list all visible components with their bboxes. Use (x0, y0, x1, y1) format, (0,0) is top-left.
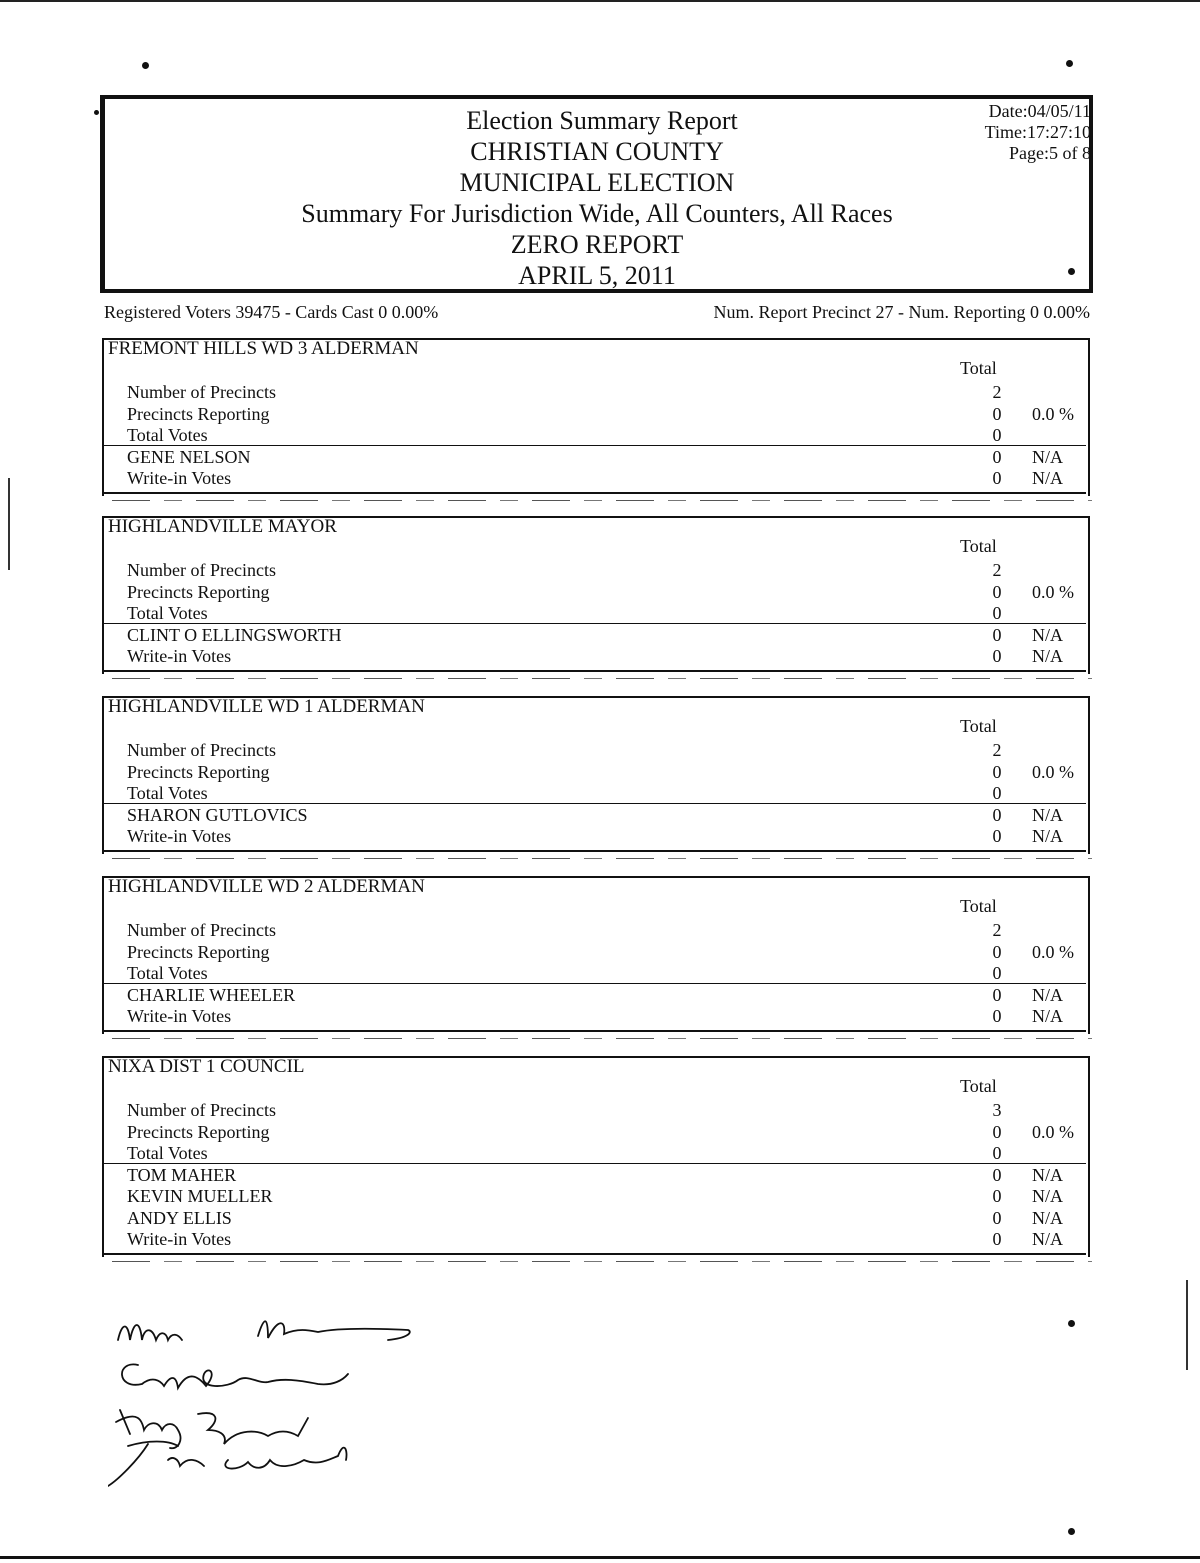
candidate-name: Write-in Votes (127, 1006, 232, 1026)
vote-total: 0 (992, 603, 1002, 623)
county-name: CHRISTIAN COUNTY (470, 137, 724, 166)
candidate-divider (102, 1163, 1086, 1164)
vote-percent: N/A (1032, 984, 1063, 1005)
candidate-row (102, 1186, 1092, 1207)
stat-label: Precincts Reporting (127, 941, 270, 962)
vote-percent: 0.0 % (1032, 761, 1074, 782)
vote-total: 0 (992, 826, 1002, 846)
vote-total: 0 (992, 984, 1002, 1005)
signature-2 (122, 1364, 348, 1388)
vote-percent: N/A (1032, 1164, 1063, 1185)
vote-percent: 0.0 % (1032, 941, 1074, 962)
race-section (102, 876, 1088, 1032)
race-title: HIGHLANDVILLE WD 2 ALDERMAN (108, 876, 425, 897)
vote-percent: 0.0 % (1032, 1121, 1074, 1142)
stat-label: Total Votes (127, 603, 208, 623)
vote-percent: N/A (1032, 804, 1063, 825)
vote-percent: 0.0 % (1032, 581, 1074, 602)
vote-percent: N/A (1032, 468, 1063, 488)
scan-margin-mark (8, 478, 10, 570)
stat-row (102, 560, 1092, 581)
vote-total: 0 (992, 468, 1002, 488)
race-bottom-rule (102, 850, 1086, 852)
stat-label: Number of Precincts (127, 382, 276, 402)
vote-total: 0 (992, 403, 1002, 424)
scan-margin-mark (1186, 1280, 1188, 1370)
vote-total: 0 (992, 1229, 1002, 1249)
race-section (102, 516, 1088, 672)
page-number: Page:5 of 8 (1009, 143, 1091, 163)
candidate-row (102, 468, 1092, 489)
scan-speck (142, 62, 149, 69)
race-title: NIXA DIST 1 COUNCIL (108, 1056, 305, 1077)
stat-row (102, 920, 1092, 941)
stat-label: Total Votes (127, 425, 208, 445)
candidate-name: KEVIN MUELLER (127, 1186, 273, 1206)
vote-total: 0 (992, 446, 1002, 467)
signature-1 (118, 1321, 410, 1340)
candidate-divider (102, 983, 1086, 984)
vote-total: 0 (992, 1207, 1002, 1228)
stat-row (102, 603, 1092, 624)
vote-total: 2 (992, 382, 1002, 402)
election-name: MUNICIPAL ELECTION (459, 168, 735, 197)
race-bottom-rule (102, 492, 1086, 494)
race-section (102, 696, 1088, 852)
vote-total: 0 (992, 425, 1002, 445)
report-type: ZERO REPORT (510, 230, 684, 259)
report-meta (985, 101, 1091, 164)
vote-total: 2 (992, 740, 1002, 760)
vote-percent: N/A (1032, 1207, 1063, 1228)
scan-artifact-dashes (112, 500, 1092, 501)
stat-row (102, 1100, 1092, 1121)
stat-label: Number of Precincts (127, 740, 276, 760)
total-column-header: Total (960, 896, 997, 916)
precinct-reporting-summary: Num. Report Precinct 27 - Num. Reporting 0 0.00% (713, 302, 1090, 322)
race-bottom-rule (102, 1030, 1086, 1032)
stat-label: Precincts Reporting (127, 403, 270, 424)
stat-row (102, 1143, 1092, 1164)
signature-4 (108, 1442, 347, 1487)
vote-percent: 0.0 % (1032, 403, 1074, 424)
stat-row (102, 1122, 1092, 1143)
race-title: FREMONT HILLS WD 3 ALDERMAN (108, 338, 419, 359)
scan-top-edge (0, 0, 1200, 2)
candidate-name: CLINT O ELLINGSWORTH (127, 624, 342, 645)
vote-percent: N/A (1032, 1006, 1063, 1026)
total-column-header: Total (960, 536, 997, 556)
vote-percent: N/A (1032, 1186, 1063, 1206)
vote-total: 0 (992, 963, 1002, 983)
summary-scope: Summary For Jurisdiction Wide, All Counters, All Races (301, 199, 893, 228)
report-time: Time:17:27:10 (984, 122, 1091, 142)
candidate-name: TOM MAHER (127, 1164, 237, 1185)
race-bottom-rule (102, 1253, 1086, 1255)
vote-total: 2 (992, 560, 1002, 580)
candidate-row (102, 646, 1092, 667)
candidate-divider (102, 803, 1086, 804)
vote-percent: N/A (1032, 826, 1063, 846)
stat-label: Precincts Reporting (127, 581, 270, 602)
scan-artifact-dashes (112, 1261, 1092, 1262)
vote-total: 0 (992, 1164, 1002, 1185)
candidate-name: Write-in Votes (127, 468, 232, 488)
stat-label: Precincts Reporting (127, 1121, 270, 1142)
candidate-row (102, 826, 1092, 847)
scan-speck (94, 110, 99, 115)
vote-total: 0 (992, 581, 1002, 602)
candidate-row (102, 1006, 1092, 1027)
candidate-row (102, 1208, 1092, 1229)
scan-speck (1068, 1320, 1075, 1327)
scan-artifact-dashes (112, 678, 1092, 679)
vote-total: 2 (992, 920, 1002, 940)
stat-row (102, 762, 1092, 783)
candidate-row (102, 1165, 1092, 1186)
stat-row (102, 404, 1092, 425)
scan-bottom-edge (0, 1556, 1200, 1559)
candidate-name: ANDY ELLIS (127, 1207, 232, 1228)
stat-label: Number of Precincts (127, 560, 276, 580)
candidate-divider (102, 445, 1086, 446)
stat-row (102, 963, 1092, 984)
vote-total: 0 (992, 761, 1002, 782)
vote-total: 0 (992, 1006, 1002, 1026)
report-title-block (105, 105, 1089, 291)
scan-speck (1066, 60, 1073, 67)
candidate-row (102, 805, 1092, 826)
report-date: Date:04/05/11 (988, 101, 1091, 121)
vote-total: 0 (992, 783, 1002, 803)
total-column-header: Total (960, 716, 997, 736)
candidate-row (102, 985, 1092, 1006)
race-title: HIGHLANDVILLE WD 1 ALDERMAN (108, 696, 425, 717)
race-bottom-rule (102, 670, 1086, 672)
vote-percent: N/A (1032, 646, 1063, 666)
stat-label: Precincts Reporting (127, 761, 270, 782)
vote-total: 0 (992, 804, 1002, 825)
report-title: Election Summary Report (466, 106, 738, 135)
stat-row (102, 783, 1092, 804)
vote-percent: N/A (1032, 624, 1063, 645)
race-section (102, 1056, 1088, 1255)
vote-percent: N/A (1032, 446, 1063, 467)
stat-row (102, 425, 1092, 446)
stat-row (102, 942, 1092, 963)
candidate-row (102, 1229, 1092, 1250)
stat-label: Total Votes (127, 1143, 208, 1163)
candidate-name: Write-in Votes (127, 826, 232, 846)
candidate-name: Write-in Votes (127, 1229, 232, 1249)
vote-total: 0 (992, 624, 1002, 645)
candidate-name: CHARLIE WHEELER (127, 984, 296, 1005)
vote-total: 0 (992, 646, 1002, 666)
stat-row (102, 582, 1092, 603)
signatures (108, 1310, 448, 1500)
candidate-name: SHARON GUTLOVICS (127, 804, 308, 825)
scan-artifact-dashes (112, 1038, 1092, 1039)
vote-total: 0 (992, 1121, 1002, 1142)
stat-label: Total Votes (127, 963, 208, 983)
candidate-row (102, 625, 1092, 646)
stat-row (102, 382, 1092, 403)
registered-voters-summary: Registered Voters 39475 - Cards Cast 0 0.00% (104, 302, 439, 322)
race-section (102, 338, 1088, 494)
candidate-name: GENE NELSON (127, 446, 251, 467)
report-header (100, 95, 1093, 293)
candidate-divider (102, 623, 1086, 624)
total-column-header: Total (960, 358, 997, 378)
stat-row (102, 740, 1092, 761)
candidate-row (102, 447, 1092, 468)
vote-total: 0 (992, 1186, 1002, 1206)
scan-artifact-dashes (112, 858, 1092, 859)
race-title: HIGHLANDVILLE MAYOR (108, 516, 337, 537)
total-column-header: Total (960, 1076, 997, 1096)
vote-percent: N/A (1032, 1229, 1063, 1249)
election-date: APRIL 5, 2011 (518, 261, 676, 290)
stat-label: Total Votes (127, 783, 208, 803)
vote-total: 3 (992, 1100, 1002, 1120)
scan-speck (1068, 1528, 1075, 1535)
stat-label: Number of Precincts (127, 920, 276, 940)
candidate-name: Write-in Votes (127, 646, 232, 666)
vote-total: 0 (992, 941, 1002, 962)
vote-total: 0 (992, 1143, 1002, 1163)
stat-label: Number of Precincts (127, 1100, 276, 1120)
